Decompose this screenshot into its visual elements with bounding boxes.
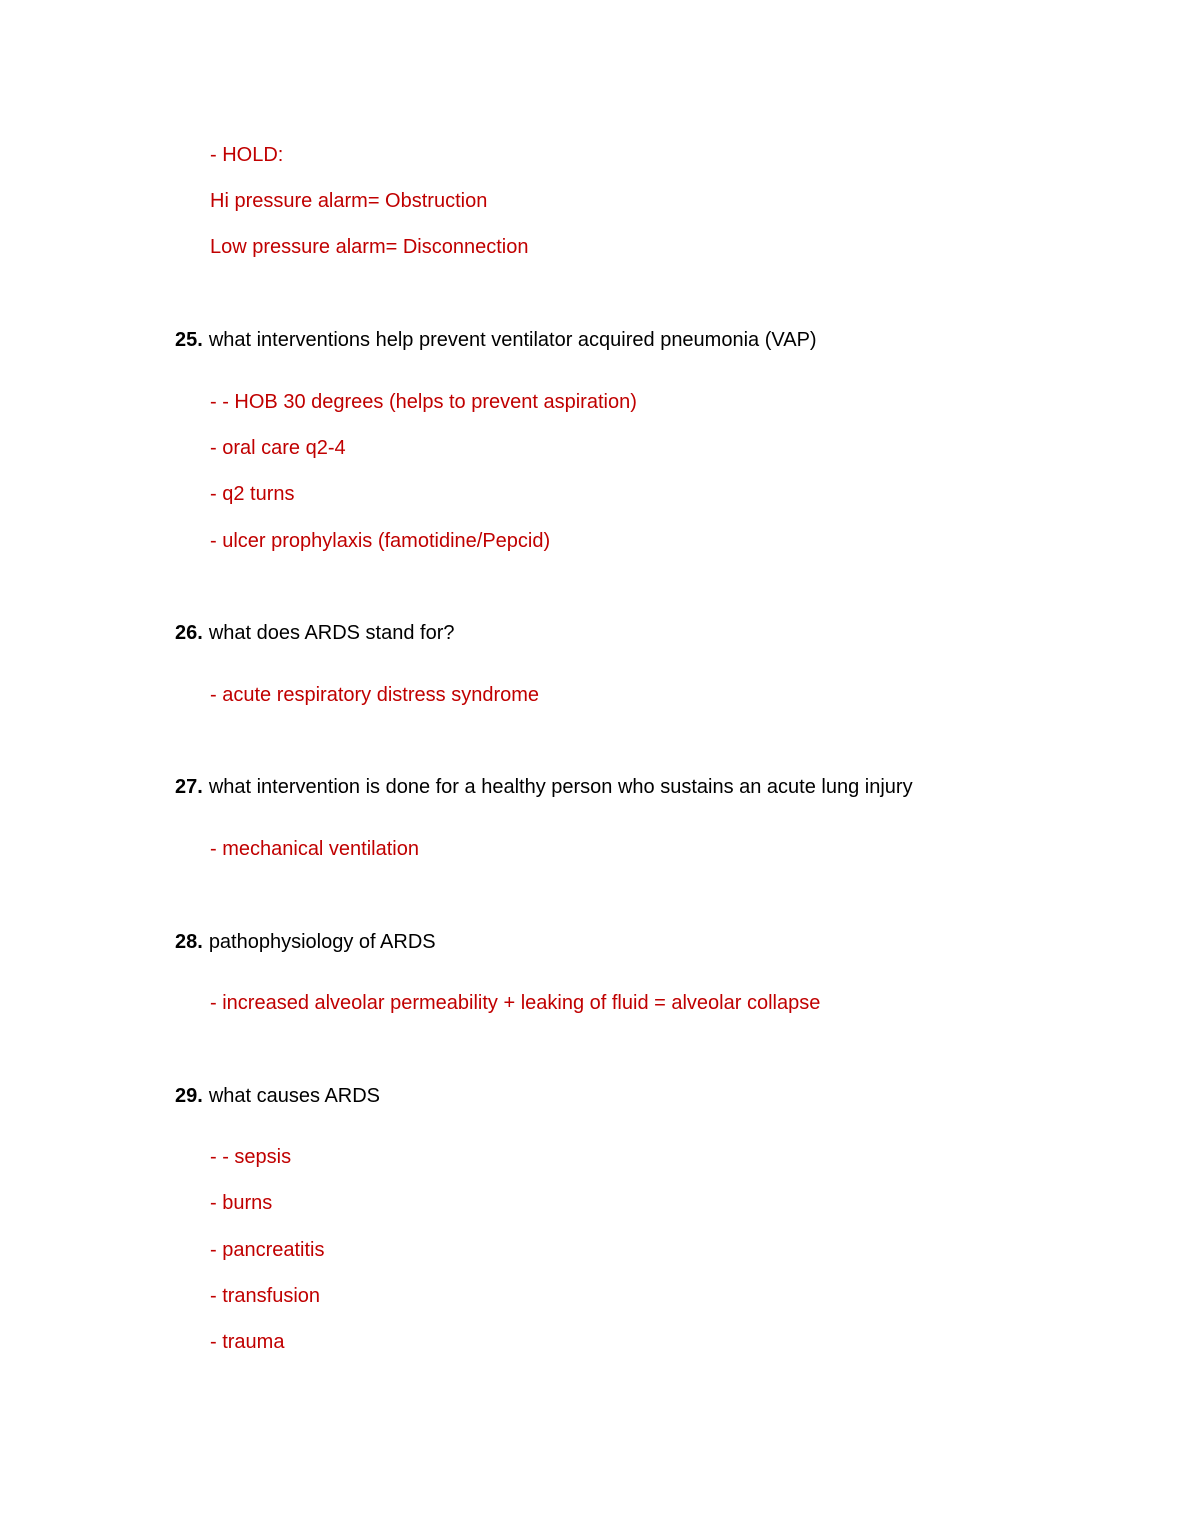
- answer-item: - trauma: [210, 1331, 285, 1353]
- question-text: what does ARDS stand for?: [208, 622, 455, 644]
- question-number: 25.: [175, 329, 203, 351]
- answer-item: - burns: [210, 1192, 273, 1214]
- answer-item: - ulcer prophylaxis (famotidine/Pepcid): [210, 530, 551, 552]
- low-pressure-alarm-line: Low pressure alarm= Disconnection: [210, 236, 529, 258]
- question-number: 28.: [175, 931, 203, 953]
- question-text: what intervention is done for a healthy person who sustains an acute lung injury: [208, 776, 913, 798]
- question-number: 29.: [175, 1085, 203, 1107]
- question-text: what interventions help prevent ventilator acquired pneumonia (VAP): [208, 329, 817, 351]
- answer-item: - - sepsis: [210, 1146, 292, 1168]
- question-27: [175, 775, 913, 799]
- question-number: 26.: [175, 622, 203, 644]
- hold-line: - HOLD:: [210, 144, 284, 166]
- question-text: what causes ARDS: [208, 1085, 381, 1107]
- answer-item: - oral care q2-4: [210, 437, 346, 459]
- answer-item: - transfusion: [210, 1285, 321, 1307]
- answer-item: - acute respiratory distress syndrome: [210, 684, 540, 706]
- question-28: [175, 930, 436, 954]
- answer-item: - increased alveolar permeability + leaking of fluid = alveolar collapse: [210, 992, 821, 1014]
- question-25: [175, 328, 817, 352]
- answer-item: - q2 turns: [210, 483, 295, 505]
- question-26: [175, 621, 455, 645]
- question-text: pathophysiology of ARDS: [208, 931, 436, 953]
- answer-item: - pancreatitis: [210, 1239, 325, 1261]
- answer-item: - mechanical ventilation: [210, 838, 419, 860]
- hi-pressure-alarm-line: Hi pressure alarm= Obstruction: [210, 190, 488, 212]
- question-29: [175, 1084, 380, 1108]
- question-number: 27.: [175, 776, 203, 798]
- answer-item: - - HOB 30 degrees (helps to prevent aspiration): [210, 391, 637, 413]
